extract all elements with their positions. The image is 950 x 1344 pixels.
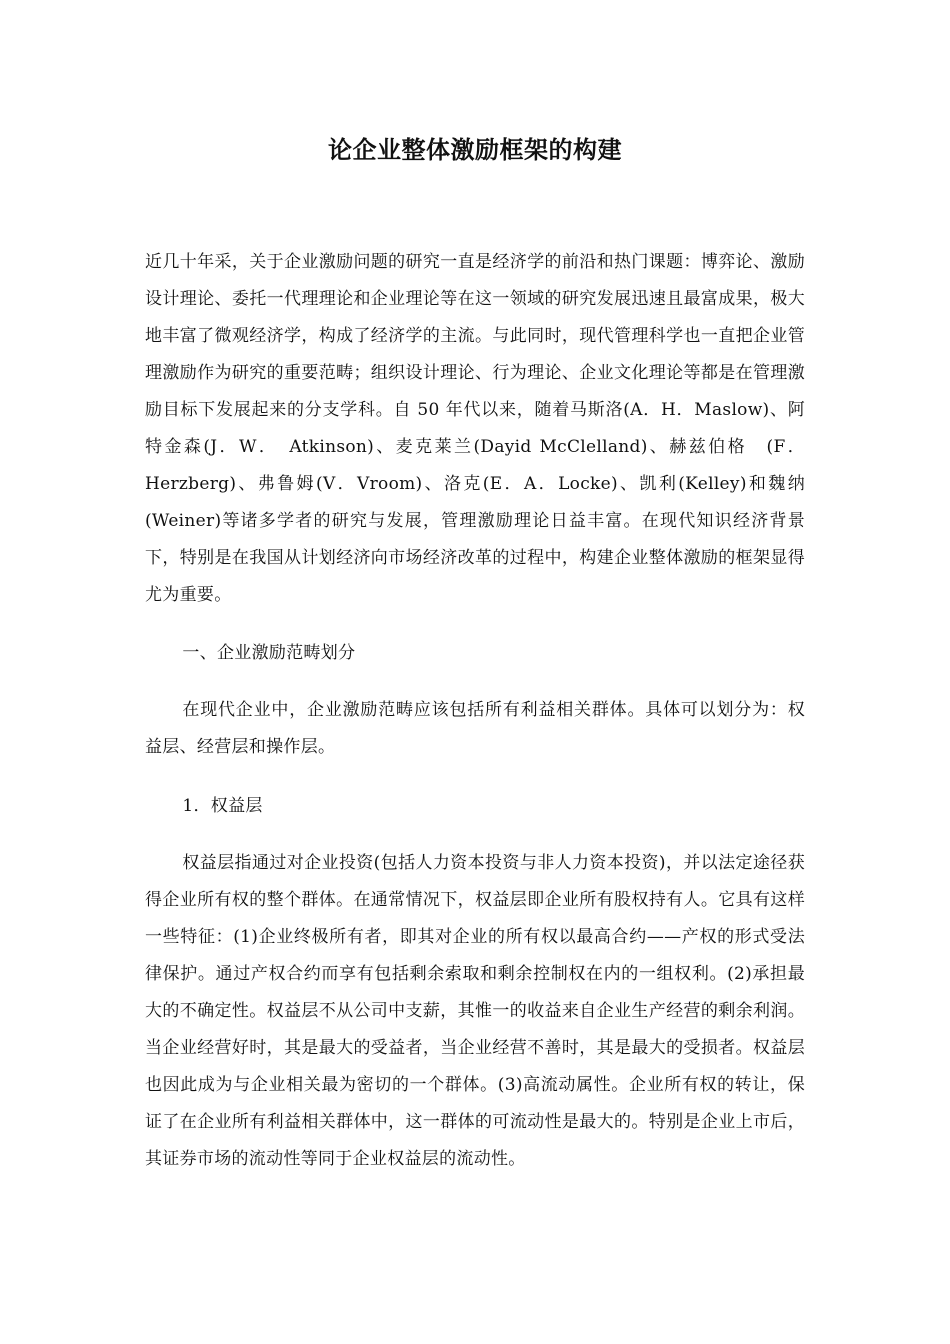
intro-block — [145, 244, 805, 614]
section-heading-1: 一、企业激励范畴划分 — [182, 643, 356, 663]
subsection-paragraph-block — [145, 845, 805, 1178]
page-title: 论企业整体激励框架的构建 — [328, 136, 622, 164]
subsection-heading-1: 1．权益层 — [182, 796, 263, 816]
intro-paragraph: 近几十年采，关于企业激励问题的研究一直是经济学的前沿和热门课题：博弈论、激励设计理论、委托一代理理论和企业理论等在这一领域的研究发展迅速且最富成果，极大地丰富了微观经济学，构成了经济学的主流。与此同时，现代管理科学也一直把企业管理激励作为研究的重要范畴；组织设计理论、行为理论、企业文化理论等都是在管理激励目标下发展起来的分支学科。自 50 年代以来，随着马斯洛(A．H．Maslow)、阿特金森(J．W． Atkinson)、麦克莱兰(Dayid McClelland)、赫兹伯格 (F．Herzberg)、弗鲁姆(V．Vroom)、洛克(E．A．Locke)、凯利(Kelley)和魏纳(Weiner)等诸多学者的研究与发展，管理激励理论日益丰富。在现代知识经济背景下，特别是在我国从计划经济向市场经济改革的过程中，构建企业整体激励的框架显得尤为重要。 — [145, 252, 805, 605]
subsection-paragraph-1: 权益层指通过对企业投资(包括人力资本投资与非人力资本投资)，并以法定途径获得企业所有权的整个群体。在通常情况下，权益层即企业所有股权持有人。它具有这样一些特征：(1)企业终极所有者，即其对企业的所有权以最高合约——产权的形式受法律保护。通过产权合约而享有包括剩余索取和剩余控制权在内的一组权利。(2)承担最大的不确定性。权益层不从公司中支薪，其惟一的收益来自企业生产经营的剩余利润。当企业经营好时，其是最大的受益者，当企业经营不善时，其是最大的受损者。权益层也因此成为与企业相关最为密切的一个群体。(3)高流动属性。企业所有权的转让，保证了在企业所有利益相关群体中，这一群体的可流动性是最大的。特别是企业上市后，其证券市场的流动性等同于企业权益层的流动性。 — [145, 853, 805, 1169]
subsection-heading-block — [145, 788, 805, 825]
section-heading-block — [145, 635, 805, 672]
section-paragraph-block — [145, 692, 805, 766]
section-paragraph-1: 在现代企业中，企业激励范畴应该包括所有利益相关群体。具体可以划分为：权益层、经营层和操作层。 — [145, 700, 805, 757]
